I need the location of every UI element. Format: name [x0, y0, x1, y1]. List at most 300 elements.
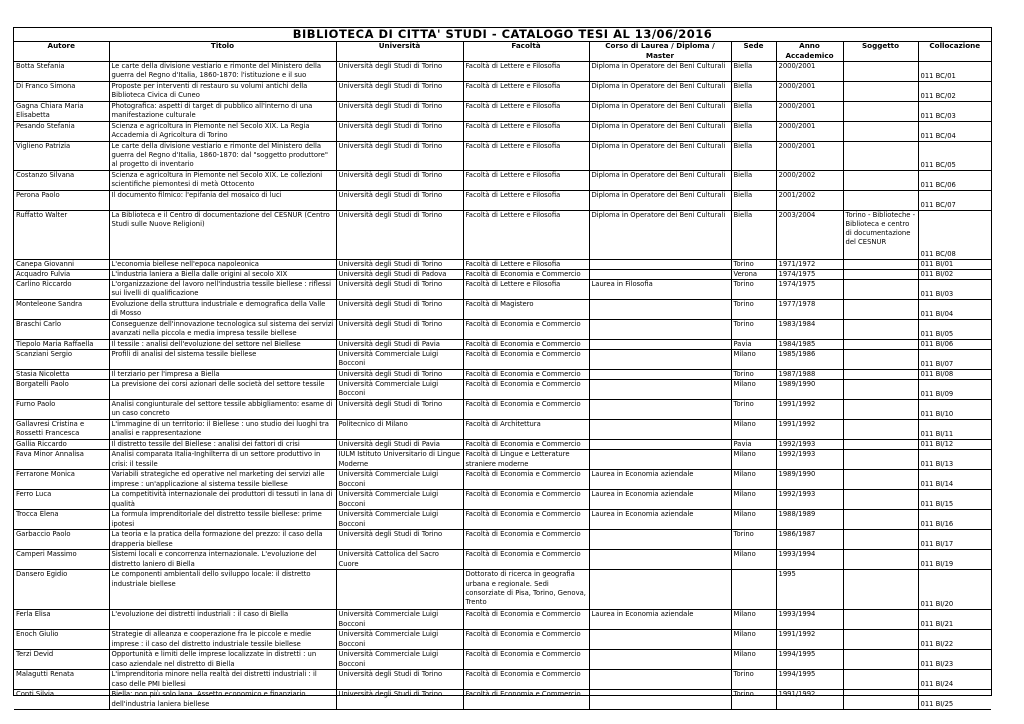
cell-soggetto: [843, 62, 918, 82]
cell-facolta: Facoltà di Economia e Commercio: [463, 470, 589, 490]
cell-soggetto: [843, 142, 918, 171]
cell-autore: Tiepolo Maria Raffaella: [14, 340, 109, 350]
cell-autore: Monteleone Sandra: [14, 300, 109, 320]
cell-universita: Università degli Studi di Torino: [336, 280, 463, 300]
cell-facolta: Facoltà di Lettere e Filosofia: [463, 280, 589, 300]
cell-autore: Costanzo Silvana: [14, 171, 109, 191]
cell-corso: [589, 370, 731, 380]
cell-corso: Laurea in Economia aziendale: [589, 490, 731, 510]
cell-autore: Borgatelli Paolo: [14, 380, 109, 400]
cell-titolo: Scienza e agricoltura in Piemonte nel Secolo XIX. La Regia Accademia di Agricoltura di Torino: [109, 122, 336, 142]
cell-universita: Università Commerciale Luigi Bocconi: [336, 650, 463, 670]
cell-soggetto: [843, 380, 918, 400]
cell-anno: 1989/1990: [776, 470, 843, 490]
cell-titolo: Il terziario per l'impresa a Biella: [109, 370, 336, 380]
cell-facolta: Facoltà di Architettura: [463, 420, 589, 440]
cell-sede: Torino: [731, 300, 776, 320]
cell-collocazione: 011 BI/20: [918, 570, 991, 610]
cell-collocazione: 011 BC/05: [918, 142, 991, 171]
cell-corso: [589, 400, 731, 420]
cell-universita: Università Commerciale Luigi Bocconi: [336, 470, 463, 490]
cell-soggetto: [843, 550, 918, 570]
cell-corso: [589, 550, 731, 570]
cell-collocazione: 011 BI/06: [918, 340, 991, 350]
cell-autore: Furno Paolo: [14, 400, 109, 420]
cell-sede: Milano: [731, 610, 776, 630]
cell-titolo: Le carte della divisione vestiario e rimonte del Ministero della guerra del Regno d'Italia, 1860-1870: dal "soggetto produttore" al progetto di inventario: [109, 142, 336, 171]
cell-corso: [589, 350, 731, 370]
cell-facolta: Facoltà di Economia e Commercio: [463, 490, 589, 510]
cell-autore: Carlino Riccardo: [14, 280, 109, 300]
cell-anno: 1974/1975: [776, 270, 843, 280]
header-facolta: Facoltà: [463, 41, 589, 62]
cell-autore: Fava Minor Annalisa: [14, 450, 109, 470]
cell-titolo: Le carte della divisione vestiario e rimonte del Ministero della guerra del Regno d'Italia, 1860-1870: l'istituzione e il suo: [109, 62, 336, 82]
cell-autore: Dansero Egidio: [14, 570, 109, 610]
cell-corso: Diploma in Operatore dei Beni Culturali: [589, 211, 731, 260]
cell-soggetto: [843, 420, 918, 440]
cell-soggetto: [843, 490, 918, 510]
table-row: [14, 211, 991, 260]
cell-soggetto: [843, 690, 918, 710]
cell-universita: Università degli Studi di Torino: [336, 102, 463, 122]
cell-titolo: Biella: non più solo lana. Assetto economico e finanziario dell'industria laniera biellese: [109, 690, 336, 710]
cell-corso: [589, 630, 731, 650]
cell-facolta: Facoltà di Lettere e Filosofia: [463, 82, 589, 102]
cell-corso: [589, 440, 731, 450]
cell-facolta: Facoltà di Economia e Commercio: [463, 400, 589, 420]
cell-anno: 1992/1993: [776, 490, 843, 510]
cell-facolta: Facoltà di Economia e Commercio: [463, 340, 589, 350]
cell-soggetto: [843, 510, 918, 530]
cell-universita: Università Cattolica del Sacro Cuore: [336, 550, 463, 570]
cell-collocazione: 011 BI/01: [918, 260, 991, 270]
cell-facolta: Facoltà di Economia e Commercio: [463, 270, 589, 280]
cell-sede: Biella: [731, 62, 776, 82]
table-row: [14, 690, 991, 710]
cell-facolta: Facoltà di Economia e Commercio: [463, 510, 589, 530]
cell-soggetto: [843, 191, 918, 211]
table-row: [14, 510, 991, 530]
cell-sede: Torino: [731, 400, 776, 420]
cell-autore: Gallia Riccardo: [14, 440, 109, 450]
cell-titolo: Variabili strategiche ed operative nel marketing dei servizi alle imprese : un'applicazione al sistema tessile biellese: [109, 470, 336, 490]
cell-universita: Università Commerciale Luigi Bocconi: [336, 630, 463, 650]
cell-facolta: Facoltà di Economia e Commercio: [463, 670, 589, 690]
cell-anno: 1993/1994: [776, 610, 843, 630]
cell-soggetto: [843, 450, 918, 470]
cell-corso: [589, 320, 731, 340]
table-row: [14, 122, 991, 142]
cell-collocazione: 011 BC/08: [918, 211, 991, 260]
cell-titolo: L'evoluzione dei distretti industriali : il caso di Biella: [109, 610, 336, 630]
table-row: [14, 300, 991, 320]
table-row: [14, 102, 991, 122]
cell-soggetto: [843, 650, 918, 670]
header-autore: Autore: [14, 41, 109, 62]
table-row: [14, 490, 991, 510]
cell-universita: Università degli Studi di Torino: [336, 211, 463, 260]
cell-corso: Laurea in Economia aziendale: [589, 510, 731, 530]
cell-collocazione: 011 BI/13: [918, 450, 991, 470]
cell-corso: Laurea in Economia aziendale: [589, 470, 731, 490]
header-collocazione: Collocazione: [918, 41, 991, 62]
cell-universita: Università degli Studi di Pavia: [336, 340, 463, 350]
cell-anno: 2000/2002: [776, 171, 843, 191]
cell-collocazione: 011 BI/19: [918, 550, 991, 570]
cell-autore: Acquadro Fulvia: [14, 270, 109, 280]
cell-anno: 1992/1993: [776, 440, 843, 450]
cell-autore: Botta Stefania: [14, 62, 109, 82]
cell-corso: Diploma in Operatore dei Beni Culturali: [589, 191, 731, 211]
cell-soggetto: [843, 171, 918, 191]
table-row: [14, 450, 991, 470]
cell-soggetto: [843, 630, 918, 650]
cell-sede: Milano: [731, 550, 776, 570]
cell-universita: Università degli Studi di Torino: [336, 171, 463, 191]
cell-corso: [589, 530, 731, 550]
cell-facolta: Facoltà di Economia e Commercio: [463, 440, 589, 450]
cell-autore: Viglieno Patrizia: [14, 142, 109, 171]
cell-titolo: Strategie di alleanza e cooperazione fra le piccole e medie imprese : il caso del distretto industriale tessile biellese: [109, 630, 336, 650]
table-row: [14, 280, 991, 300]
cell-titolo: Opportunità e limiti delle imprese localizzate in distretti : un caso aziendale nel distretto di Biella: [109, 650, 336, 670]
cell-soggetto: [843, 280, 918, 300]
cell-facolta: Facoltà di Magistero: [463, 300, 589, 320]
cell-autore: Ferla Elisa: [14, 610, 109, 630]
cell-facolta: Facoltà di Economia e Commercio: [463, 610, 589, 630]
cell-universita: Università degli Studi di Torino: [336, 370, 463, 380]
cell-soggetto: [843, 270, 918, 280]
header-corso: Corso di Laurea / Diploma / Master: [589, 41, 731, 62]
cell-anno: 1995: [776, 570, 843, 610]
cell-collocazione: 011 BI/11: [918, 420, 991, 440]
cell-sede: Biella: [731, 82, 776, 102]
cell-facolta: Facoltà di Lettere e Filosofia: [463, 211, 589, 260]
table-row: [14, 420, 991, 440]
catalog-sheet: [13, 27, 992, 709]
cell-autore: Braschi Carlo: [14, 320, 109, 340]
cell-titolo: Evoluzione della struttura industriale e demografica della Valle di Mosso: [109, 300, 336, 320]
cell-anno: 1977/1978: [776, 300, 843, 320]
cell-anno: 2001/2002: [776, 191, 843, 211]
cell-facolta: Facoltà di Economia e Commercio: [463, 630, 589, 650]
cell-soggetto: [843, 320, 918, 340]
cell-titolo: Analisi congiunturale del settore tessile abbigliamento: esame di un caso concreto: [109, 400, 336, 420]
cell-soggetto: [843, 350, 918, 370]
cell-facolta: Facoltà di Economia e Commercio: [463, 690, 589, 710]
cell-collocazione: 011 BI/21: [918, 610, 991, 630]
cell-universita: Università Commerciale Luigi Bocconi: [336, 350, 463, 370]
cell-sede: Milano: [731, 380, 776, 400]
cell-universita: IULM Istituto Universitario di Lingue Moderne: [336, 450, 463, 470]
cell-sede: Milano: [731, 450, 776, 470]
cell-titolo: La teoria e la pratica della formazione del prezzo: il caso della drapperia biellese: [109, 530, 336, 550]
cell-universita: Università degli Studi di Torino: [336, 670, 463, 690]
table-row: [14, 171, 991, 191]
cell-collocazione: 011 BI/07: [918, 350, 991, 370]
cell-titolo: Il distretto tessile del Biellese : analisi dei fattori di crisi: [109, 440, 336, 450]
cell-anno: 2000/2001: [776, 122, 843, 142]
cell-sede: Torino: [731, 370, 776, 380]
table-row: [14, 340, 991, 350]
cell-anno: 1991/1992: [776, 420, 843, 440]
cell-soggetto: [843, 670, 918, 690]
cell-corso: [589, 340, 731, 350]
cell-universita: Università degli Studi di Torino: [336, 142, 463, 171]
table-row: [14, 380, 991, 400]
cell-autore: Gagna Chiara Maria Elisabetta: [14, 102, 109, 122]
cell-corso: [589, 650, 731, 670]
cell-sede: Torino: [731, 530, 776, 550]
cell-collocazione: 011 BI/10: [918, 400, 991, 420]
cell-universita: [336, 570, 463, 610]
cell-titolo: Il tessile : analisi dell'evoluzione del settore nel Biellese: [109, 340, 336, 350]
cell-autore: Canepa Giovanni: [14, 260, 109, 270]
cell-sede: Biella: [731, 171, 776, 191]
cell-anno: 1983/1984: [776, 320, 843, 340]
cell-anno: 1993/1994: [776, 550, 843, 570]
cell-corso: [589, 420, 731, 440]
cell-collocazione: 011 BI/23: [918, 650, 991, 670]
cell-universita: Università degli Studi di Torino: [336, 191, 463, 211]
cell-anno: 1985/1986: [776, 350, 843, 370]
table-row: [14, 570, 991, 610]
cell-titolo: L'immagine di un territorio: il Biellese : uno studio dei luoghi tra analisi e rappresentazione: [109, 420, 336, 440]
table-row: [14, 470, 991, 490]
cell-autore: Di Franco Simona: [14, 82, 109, 102]
table-row: [14, 530, 991, 550]
cell-corso: [589, 690, 731, 710]
cell-titolo: Analisi comparata Italia-Inghilterra di un settore produttivo in crisi: il tessile: [109, 450, 336, 470]
table-row: [14, 670, 991, 690]
cell-universita: Università degli Studi di Torino: [336, 260, 463, 270]
cell-sede: Milano: [731, 470, 776, 490]
cell-corso: [589, 380, 731, 400]
header-sede: Sede: [731, 41, 776, 62]
cell-facolta: Facoltà di Economia e Commercio: [463, 550, 589, 570]
header-anno: Anno Accademico: [776, 41, 843, 62]
cell-titolo: Proposte per interventi di restauro su volumi antichi della Biblioteca Civica di Cuneo: [109, 82, 336, 102]
cell-soggetto: [843, 102, 918, 122]
cell-sede: Pavia: [731, 340, 776, 350]
cell-facolta: Facoltà di Lettere e Filosofia: [463, 102, 589, 122]
table-row: [14, 370, 991, 380]
cell-sede: Biella: [731, 211, 776, 260]
cell-facolta: Facoltà di Economia e Commercio: [463, 530, 589, 550]
cell-sede: Milano: [731, 650, 776, 670]
table-row: [14, 82, 991, 102]
cell-titolo: L'industria laniera a Biella dalle origini al secolo XIX: [109, 270, 336, 280]
table-row: [14, 650, 991, 670]
cell-facolta: Facoltà di Economia e Commercio: [463, 370, 589, 380]
header-titolo: Titolo: [109, 41, 336, 62]
cell-universita: Università degli Studi di Torino: [336, 690, 463, 710]
cell-anno: 1991/1992: [776, 690, 843, 710]
cell-sede: Torino: [731, 670, 776, 690]
cell-collocazione: 011 BI/25: [918, 690, 991, 710]
cell-facolta: Facoltà di Economia e Commercio: [463, 380, 589, 400]
cell-universita: Università degli Studi di Torino: [336, 400, 463, 420]
cell-corso: [589, 450, 731, 470]
cell-collocazione: 011 BI/08: [918, 370, 991, 380]
cell-anno: 2000/2001: [776, 142, 843, 171]
cell-soggetto: [843, 300, 918, 320]
cell-universita: Politecnico di Milano: [336, 420, 463, 440]
cell-sede: Biella: [731, 122, 776, 142]
cell-collocazione: 011 BI/14: [918, 470, 991, 490]
cell-collocazione: 011 BI/02: [918, 270, 991, 280]
cell-anno: 1974/1975: [776, 280, 843, 300]
table-row: [14, 320, 991, 340]
cell-autore: Stasia Nicoletta: [14, 370, 109, 380]
cell-universita: Università degli Studi di Pavia: [336, 440, 463, 450]
cell-universita: Università degli Studi di Torino: [336, 122, 463, 142]
cell-anno: 1988/1989: [776, 510, 843, 530]
page-title: BIBLIOTECA DI CITTA' STUDI - CATALOGO TESI AL 13/06/2016: [14, 28, 991, 42]
table-row: [14, 62, 991, 82]
cell-soggetto: Torino - Biblioteche - Biblioteca e centro di documentazione del CESNUR: [843, 211, 918, 260]
cell-titolo: La competitività internazionale dei produttori di tessuti in lana di qualità: [109, 490, 336, 510]
cell-facolta: Dottorato di ricerca in geografia urbana e regionale. Sedi consorziate di Pisa, Torino, Genova, Trento: [463, 570, 589, 610]
cell-corso: Laurea in Economia aziendale: [589, 610, 731, 630]
cell-universita: Università degli Studi di Torino: [336, 82, 463, 102]
cell-sede: Torino: [731, 260, 776, 270]
cell-titolo: Profili di analisi del sistema tessile biellese: [109, 350, 336, 370]
cell-universita: Università degli Studi di Padova: [336, 270, 463, 280]
cell-sede: Verona: [731, 270, 776, 280]
cell-titolo: Conseguenze dell'innovazione tecnologica sul sistema dei servizi avanzati nella piccola e media impresa tessile biellese: [109, 320, 336, 340]
cell-titolo: Il documento filmico: l'epifania del mosaico di luci: [109, 191, 336, 211]
table-row: [14, 142, 991, 171]
cell-titolo: Photografica: aspetti di target di pubblico all'interno di una manifestazione culturale: [109, 102, 336, 122]
cell-anno: 1971/1972: [776, 260, 843, 270]
cell-collocazione: 011 BI/22: [918, 630, 991, 650]
cell-collocazione: 011 BC/02: [918, 82, 991, 102]
cell-corso: Diploma in Operatore dei Beni Culturali: [589, 171, 731, 191]
cell-collocazione: 011 BC/07: [918, 191, 991, 211]
cell-corso: Diploma in Operatore dei Beni Culturali: [589, 142, 731, 171]
cell-corso: [589, 260, 731, 270]
cell-autore: Malagutti Renata: [14, 670, 109, 690]
cell-facolta: Facoltà di Lettere e Filosofia: [463, 122, 589, 142]
cell-anno: 2000/2001: [776, 82, 843, 102]
cell-sede: Torino: [731, 690, 776, 710]
cell-universita: Università Commerciale Luigi Bocconi: [336, 610, 463, 630]
cell-soggetto: [843, 122, 918, 142]
cell-collocazione: 011 BC/01: [918, 62, 991, 82]
cell-sede: Milano: [731, 510, 776, 530]
cell-autore: Ruffatto Walter: [14, 211, 109, 260]
cell-universita: Università degli Studi di Torino: [336, 300, 463, 320]
header-row: [14, 41, 991, 62]
cell-autore: Terzi Devid: [14, 650, 109, 670]
cell-sede: Torino: [731, 320, 776, 340]
cell-titolo: Le componenti ambientali dello sviluppo locale: il distretto industriale biellese: [109, 570, 336, 610]
cell-titolo: La formula imprenditoriale del distretto tessile biellese: prime ipotesi: [109, 510, 336, 530]
cell-soggetto: [843, 370, 918, 380]
cell-sede: Pavia: [731, 440, 776, 450]
cell-soggetto: [843, 610, 918, 630]
cell-autore: Conti Silvia: [14, 690, 109, 710]
cell-autore: Camperi Massimo: [14, 550, 109, 570]
cell-soggetto: [843, 440, 918, 450]
table-row: [14, 191, 991, 211]
cell-collocazione: 011 BI/12: [918, 440, 991, 450]
cell-collocazione: 011 BI/03: [918, 280, 991, 300]
cell-corso: Diploma in Operatore dei Beni Culturali: [589, 82, 731, 102]
cell-titolo: La Biblioteca e il Centro di documentazione del CESNUR (Centro Studi sulle Nuove Religioni): [109, 211, 336, 260]
cell-corso: Diploma in Operatore dei Beni Culturali: [589, 62, 731, 82]
cell-soggetto: [843, 400, 918, 420]
cell-sede: [731, 570, 776, 610]
cell-titolo: Sistemi locali e concorrenza internazionale. L'evoluzione del distretto laniero di Biella: [109, 550, 336, 570]
cell-collocazione: 011 BC/03: [918, 102, 991, 122]
cell-universita: Università Commerciale Luigi Bocconi: [336, 380, 463, 400]
thesis-table: [14, 41, 991, 710]
cell-autore: Pesando Stefania: [14, 122, 109, 142]
cell-autore: Trocca Elena: [14, 510, 109, 530]
cell-autore: Scanziani Sergio: [14, 350, 109, 370]
cell-facolta: Facoltà di Economia e Commercio: [463, 650, 589, 670]
cell-sede: Milano: [731, 420, 776, 440]
cell-universita: Università degli Studi di Torino: [336, 530, 463, 550]
table-row: [14, 270, 991, 280]
cell-universita: Università degli Studi di Torino: [336, 62, 463, 82]
cell-sede: Torino: [731, 280, 776, 300]
table-row: [14, 550, 991, 570]
cell-sede: Milano: [731, 630, 776, 650]
cell-facolta: Facoltà di Lettere e Filosofia: [463, 260, 589, 270]
cell-titolo: Scienza e agricoltura in Piemonte nel Secolo XIX. Le collezioni scientifiche piemontesi di metà Ottocento: [109, 171, 336, 191]
cell-anno: 1994/1995: [776, 650, 843, 670]
cell-anno: 1984/1985: [776, 340, 843, 350]
cell-titolo: L'organizzazione del lavoro nell'industria tessile biellese : riflessi sui livelli di qualificazione: [109, 280, 336, 300]
cell-sede: Biella: [731, 191, 776, 211]
cell-soggetto: [843, 260, 918, 270]
table-row: [14, 400, 991, 420]
cell-anno: 1991/1992: [776, 630, 843, 650]
cell-corso: [589, 570, 731, 610]
cell-collocazione: 011 BI/17: [918, 530, 991, 550]
cell-anno: 1994/1995: [776, 670, 843, 690]
cell-corso: Diploma in Operatore dei Beni Culturali: [589, 102, 731, 122]
cell-sede: Biella: [731, 102, 776, 122]
cell-autore: Enoch Giulio: [14, 630, 109, 650]
cell-titolo: L'imprenditoria minore nella realtà dei distretti industriali : il caso delle PMI biellesi: [109, 670, 336, 690]
cell-collocazione: 011 BI/05: [918, 320, 991, 340]
cell-sede: Milano: [731, 490, 776, 510]
cell-anno: 2000/2001: [776, 62, 843, 82]
cell-facolta: Facoltà di Economia e Commercio: [463, 350, 589, 370]
cell-collocazione: 011 BI/15: [918, 490, 991, 510]
cell-titolo: L'economia biellese nell'epoca napoleonica: [109, 260, 336, 270]
cell-facolta: Facoltà di Lettere e Filosofia: [463, 142, 589, 171]
cell-anno: 2003/2004: [776, 211, 843, 260]
cell-corso: Diploma in Operatore dei Beni Culturali: [589, 122, 731, 142]
cell-anno: 1991/1992: [776, 400, 843, 420]
cell-facolta: Facoltà di Lettere e Filosofia: [463, 62, 589, 82]
cell-universita: Università Commerciale Luigi Bocconi: [336, 490, 463, 510]
cell-anno: 2000/2001: [776, 102, 843, 122]
cell-autore: Garbaccio Paolo: [14, 530, 109, 550]
cell-collocazione: 011 BC/06: [918, 171, 991, 191]
cell-corso: [589, 270, 731, 280]
cell-universita: Università degli Studi di Torino: [336, 320, 463, 340]
cell-facolta: Facoltà di Economia e Commercio: [463, 320, 589, 340]
table-row: [14, 610, 991, 630]
cell-soggetto: [843, 570, 918, 610]
